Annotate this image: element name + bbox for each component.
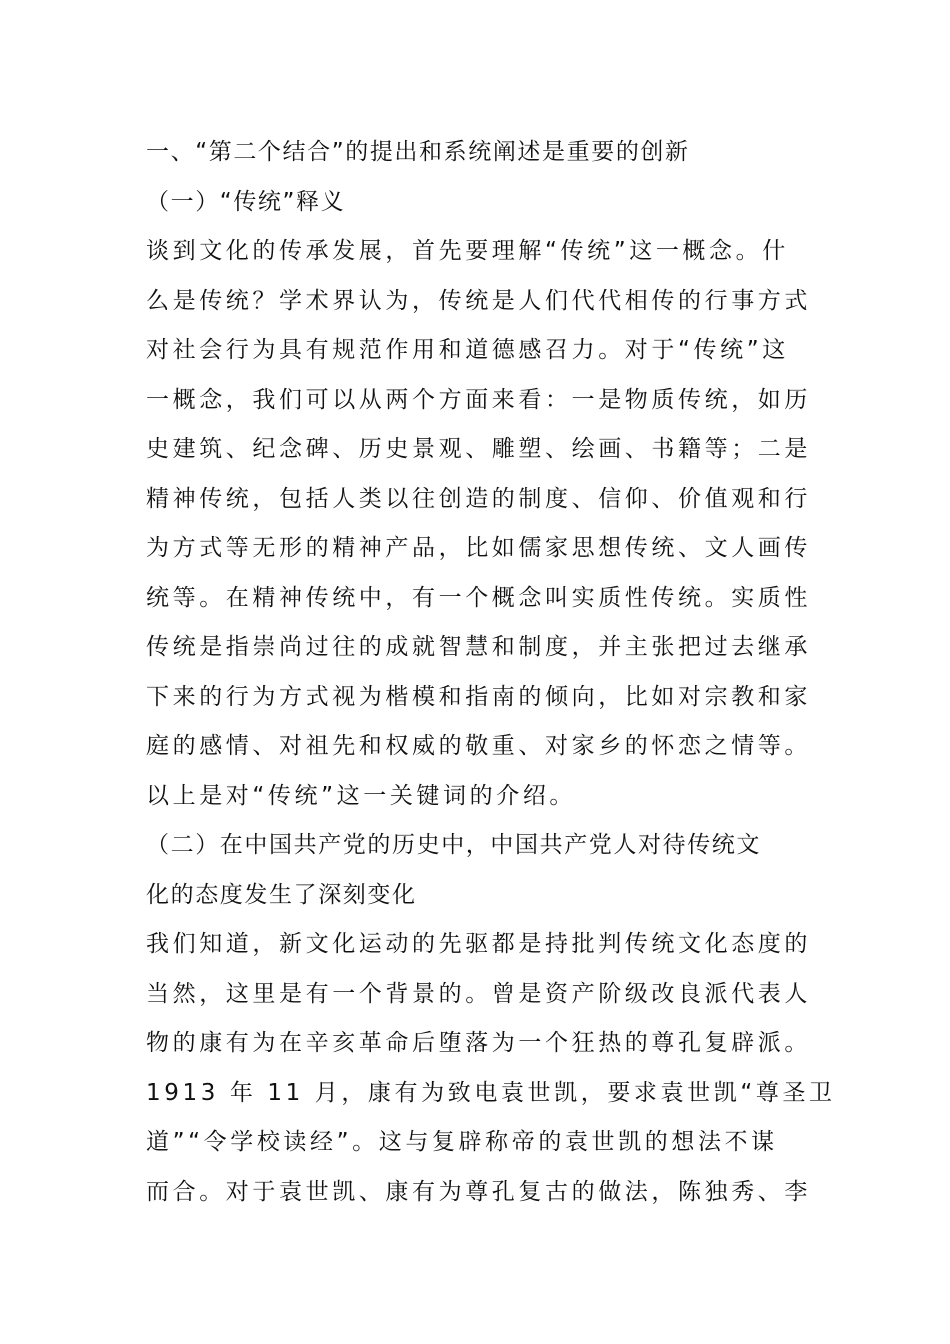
paragraph-line: 史建筑、纪念碑、历史景观、雕塑、绘画、书籍等；二是 <box>146 436 811 462</box>
paragraph-line: 下来的行为方式视为楷模和指南的倾向，比如对宗教和家 <box>146 683 811 710</box>
paragraph-line: 庭的感情、对祖先和权威的敬重、对家乡的怀恋之情等。 <box>146 733 811 759</box>
paragraph-line: 我们知道，新文化运动的先驱都是持批判传统文化态度的 <box>146 931 811 957</box>
paragraph-new-culture-movement <box>146 920 836 1217</box>
paragraph-line: 道”“令学校读经”。这与复辟称帝的袁世凯的想法不谋 <box>146 1129 778 1155</box>
paragraph-line: 1913 年 11 月，康有为致电袁世凯，要求袁世凯“尊圣卫 <box>146 1079 836 1106</box>
document-body <box>146 128 836 1217</box>
paragraph-line: 物的康有为在辛亥革命后堕落为一个狂热的尊孔复辟派。 <box>146 1030 811 1056</box>
paragraph-line: 对社会行为具有规范作用和道德感召力。对于“传统”这 <box>146 337 789 363</box>
subsection-heading-2 <box>146 821 836 920</box>
paragraph-line: 么是传统？学术界认为，传统是人们代代相传的行事方式 <box>146 287 811 314</box>
subsection-heading-line: （二）在中国共产党的历史中，中国共产党人对待传统文 <box>146 832 761 858</box>
paragraph-line: 一概念，我们可以从两个方面来看：一是物质传统，如历 <box>146 386 811 413</box>
paragraph-line: 统等。在精神传统中，有一个概念叫实质性传统。实质性 <box>146 584 811 611</box>
subsection-heading-line: 化的态度发生了深刻变化 <box>146 881 417 908</box>
paragraph-line: 以上是对“传统”这一关键词的介绍。 <box>146 782 577 809</box>
paragraph-line: 精神传统，包括人类以往创造的制度、信仰、价值观和行 <box>146 485 811 512</box>
paragraph-line: 而合。对于袁世凯、康有为尊孔复古的做法，陈独秀、李 <box>146 1178 811 1205</box>
paragraph-line: 传统是指崇尚过往的成就智慧和制度，并主张把过去继承 <box>146 634 811 660</box>
paragraph-tradition-definition <box>146 227 836 821</box>
subsection-heading: （一）“传统”释义 <box>146 188 346 215</box>
section-heading: 一、“第二个结合”的提出和系统阐述是重要的创新 <box>146 139 690 165</box>
paragraph-line: 谈到文化的传承发展，首先要理解“传统”这一概念。什 <box>146 238 789 264</box>
paragraph-line: 为方式等无形的精神产品，比如儒家思想传统、文人画传 <box>146 535 811 561</box>
paragraph-line: 当然，这里是有一个背景的。曾是资产阶级改良派代表人 <box>146 980 811 1007</box>
